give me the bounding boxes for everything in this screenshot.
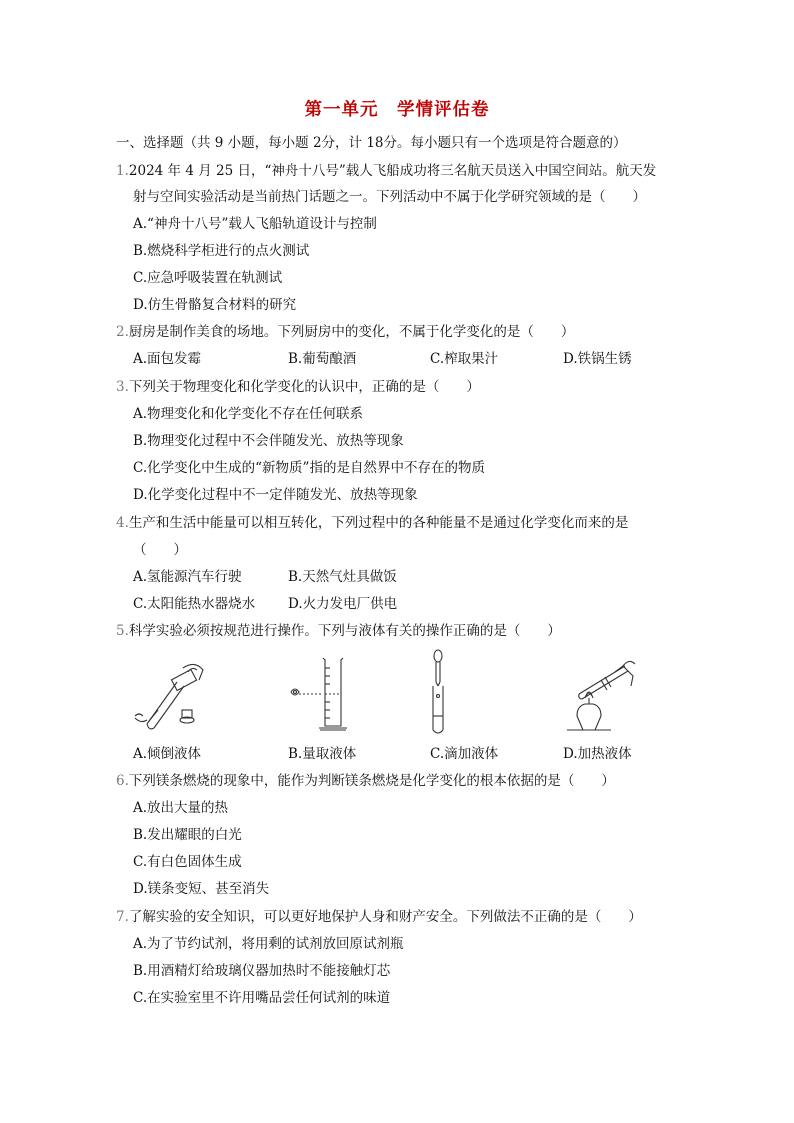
option-a: A.倾倒液体 xyxy=(133,746,202,762)
option-c: C.化学变化中生成的“新物质”指的是自然界中不存在的物质 xyxy=(133,460,485,476)
question-text: 了解实验的安全知识，可以更好地保护人身和财产安全。下列做法不正确的是（ ） xyxy=(128,909,642,925)
option-c: C.太阳能热水器烧水 xyxy=(133,596,256,612)
question-text: 下列关于物理变化和化学变化的认识中，正确的是（ ） xyxy=(128,379,480,395)
option-d: D.镁条变短、甚至消失 xyxy=(133,881,270,897)
option-d: D.仿生骨骼复合材料的研究 xyxy=(133,297,297,313)
option-b: B.发出耀眼的白光 xyxy=(133,827,242,843)
question-number: 7. xyxy=(116,909,129,925)
question-text-continued: 射与空间实验活动是当前热门话题之一。下列活动中不属于化学研究领域的是（ ） xyxy=(133,189,646,205)
option-a: A.为了节约试剂，将用剩的试剂放回原试剂瓶 xyxy=(133,936,404,952)
graduated-cylinder-illustration xyxy=(285,646,375,736)
option-a: A.放出大量的热 xyxy=(133,800,229,816)
option-b: B.用酒精灯给玻璃仪器加热时不能接触灯芯 xyxy=(133,963,391,979)
option-c: C.榨取果汁 xyxy=(430,351,499,367)
heating-liquid-illustration xyxy=(555,646,645,736)
question-6 xyxy=(116,771,615,791)
option-b: B.燃烧科学柜进行的点火测试 xyxy=(133,243,310,259)
option-b: B.葡萄酿酒 xyxy=(288,351,357,367)
question-number: 4. xyxy=(116,515,129,531)
question-text: 科学实验必须按规范进行操作。下列与液体有关的操作正确的是（ ） xyxy=(128,623,561,639)
option-a: A.“神舟十八号”载人飞船轨道设计与控制 xyxy=(133,216,377,232)
question-3 xyxy=(116,377,480,397)
question-number: 1. xyxy=(116,163,129,179)
option-d: D.加热液体 xyxy=(563,746,632,762)
question-2 xyxy=(116,322,574,342)
question-text: 下列镁条燃烧的现象中，能作为判断镁条燃烧是化学变化的根本依据的是（ ） xyxy=(128,773,615,789)
question-text: 2024 年 4 月 25 日，“神舟十八号”载人飞船成功将三名航天员送入中国空间站。航天发 xyxy=(128,163,657,179)
question-number: 6. xyxy=(116,773,129,789)
option-b: B.物理变化过程中不会伴随发光、放热等现象 xyxy=(133,433,404,449)
option-c: C.滴加液体 xyxy=(430,746,499,762)
option-d: D.铁锅生锈 xyxy=(563,351,632,367)
option-a: A.面包发霉 xyxy=(133,351,202,367)
question-text: 厨房是制作美食的场地。下列厨房中的变化，不属于化学变化的是（ ） xyxy=(128,324,575,340)
question-number: 5. xyxy=(116,623,129,639)
question-text-continued: （ ） xyxy=(133,542,187,558)
dropper-illustration xyxy=(395,646,485,736)
question-7 xyxy=(116,907,642,927)
page-title: 第一单元 学情评估卷 xyxy=(304,100,490,120)
option-d: D.火力发电厂供电 xyxy=(288,596,398,612)
option-a: A.物理变化和化学变化不存在任何联系 xyxy=(133,406,364,422)
option-d: D.化学变化过程中不一定伴随发光、放热等现象 xyxy=(133,487,418,503)
pouring-liquid-illustration xyxy=(125,646,215,736)
option-c: C.在实验室里不许用嘴品尝任何试剂的味道 xyxy=(133,990,391,1006)
option-b: B.天然气灶具做饭 xyxy=(288,569,397,585)
option-b: B.量取液体 xyxy=(288,746,357,762)
question-text: 生产和生活中能量可以相互转化，下列过程中的各种能量不是通过化学变化而来的是 xyxy=(128,515,629,531)
section-heading: 一、选择题（共 9 小题，每小题 2分，计 18分。每小题只有一个选项是符合题意的） xyxy=(116,135,627,151)
question-number: 3. xyxy=(116,379,129,395)
option-c: C.有白色固体生成 xyxy=(133,854,242,870)
question-1 xyxy=(116,161,656,181)
question-number: 2. xyxy=(116,324,129,340)
question-4 xyxy=(116,513,628,533)
option-a: A.氢能源汽车行驶 xyxy=(133,569,242,585)
question-5 xyxy=(116,621,561,641)
option-c: C.应急呼吸装置在轨测试 xyxy=(133,270,283,286)
